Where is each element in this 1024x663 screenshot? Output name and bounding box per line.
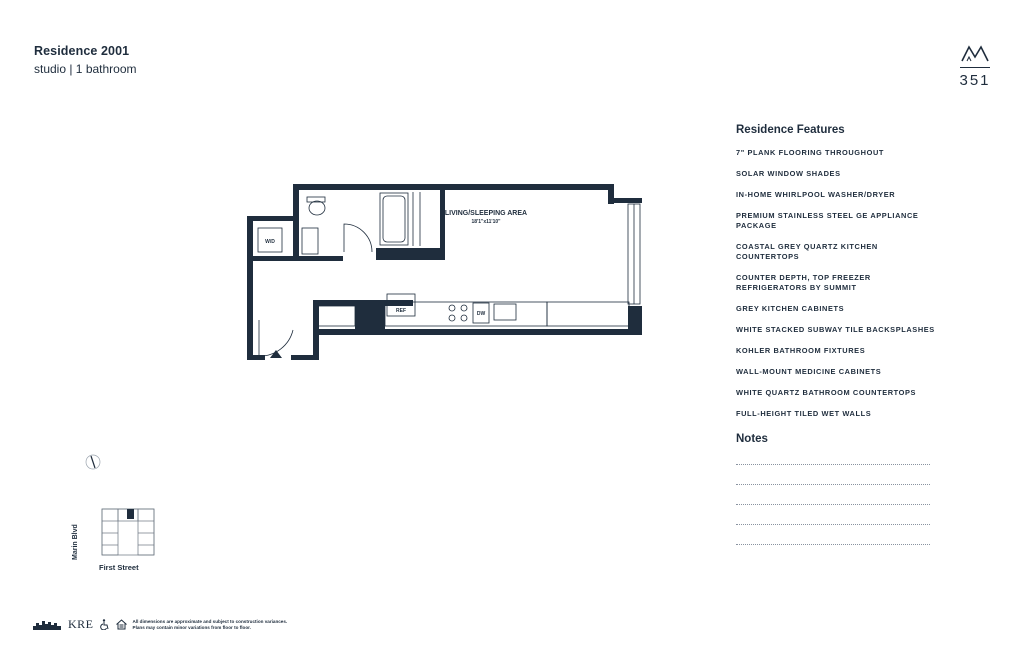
equal-housing-icon xyxy=(116,619,127,630)
wall-upper-left xyxy=(293,184,299,261)
note-line[interactable] xyxy=(736,465,930,485)
disclaimer xyxy=(133,619,303,631)
feature-item: FULL-HEIGHT TILED WET WALLS xyxy=(736,409,872,418)
notes-section xyxy=(736,433,930,545)
street-side-label: Marin Blvd xyxy=(72,524,79,560)
disclaimer-line-1: All dimensions are approximate and subject to construction variances. xyxy=(132,618,288,624)
residence-subtitle: studio | 1 bathroom xyxy=(34,62,137,76)
feature-item: GREY KITCHEN CABINETS xyxy=(736,304,845,313)
features-title: Residence Features xyxy=(736,124,845,136)
compass-icon xyxy=(84,453,102,471)
notes-title: Notes xyxy=(736,433,768,445)
street-bottom-label: First Street xyxy=(99,563,139,572)
residence-header xyxy=(34,44,137,76)
wall-top-right xyxy=(608,198,642,203)
feature-item: COASTAL GREY QUARTZ KITCHEN COUNTERTOPS xyxy=(736,242,878,261)
wall-kitchen-block xyxy=(355,300,385,334)
wall-wd-bottom xyxy=(253,256,343,261)
brand-kre: KRE xyxy=(68,617,94,631)
wd-label: W/D xyxy=(265,239,275,245)
wall-left xyxy=(247,216,253,359)
feature-item: KOHLER BATHROOM FIXTURES xyxy=(736,346,866,355)
dw-label: DW xyxy=(476,311,486,317)
feature-item: PREMIUM STAINLESS STEEL GE APPLIANCE PACKAGE xyxy=(736,211,919,230)
ref-label: REF xyxy=(396,308,406,314)
wall-bath-bottom xyxy=(376,248,444,260)
room-label: LIVING/SLEEPING AREA xyxy=(444,210,528,217)
accessibility-icon xyxy=(100,619,110,630)
footer xyxy=(32,617,303,632)
feature-item: WALL-MOUNT MEDICINE CABINETS xyxy=(736,367,882,376)
feature-item: IN-HOME WHIRLPOOL WASHER/DRYER xyxy=(736,190,896,199)
feature-item: WHITE QUARTZ BATHROOM COUNTERTOPS xyxy=(736,388,917,397)
note-line[interactable] xyxy=(736,445,930,465)
mountain-m-icon xyxy=(961,44,989,62)
skyline-logo-icon xyxy=(32,619,62,631)
features-list xyxy=(736,148,936,419)
brand-logo xyxy=(952,44,998,89)
feature-item: WHITE STACKED SUBWAY TILE BACKSPLASHES xyxy=(736,325,935,334)
note-line[interactable] xyxy=(736,485,930,505)
room-dims: 18'1"x11'10" xyxy=(471,219,501,225)
logo-number: 351 xyxy=(959,72,991,89)
feature-item: COUNTER DEPTH, TOP FREEZER REFRIGERATORS BY SUMMIT xyxy=(736,273,871,292)
disclaimer-line-2: Plans may contain minor variations from floor to floor. xyxy=(132,624,251,630)
wall-top xyxy=(293,184,613,190)
note-line[interactable] xyxy=(736,525,930,545)
wall-closet xyxy=(440,190,445,260)
residence-title: Residence 2001 xyxy=(34,44,130,58)
logo-rule xyxy=(960,67,990,68)
floor-plan xyxy=(240,180,650,365)
feature-item: SOLAR WINDOW SHADES xyxy=(736,169,841,178)
feature-item: 7" PLANK FLOORING THROUGHOUT xyxy=(736,148,884,157)
note-line[interactable] xyxy=(736,505,930,525)
residence-features xyxy=(736,124,936,430)
wall-left-top xyxy=(247,216,297,221)
